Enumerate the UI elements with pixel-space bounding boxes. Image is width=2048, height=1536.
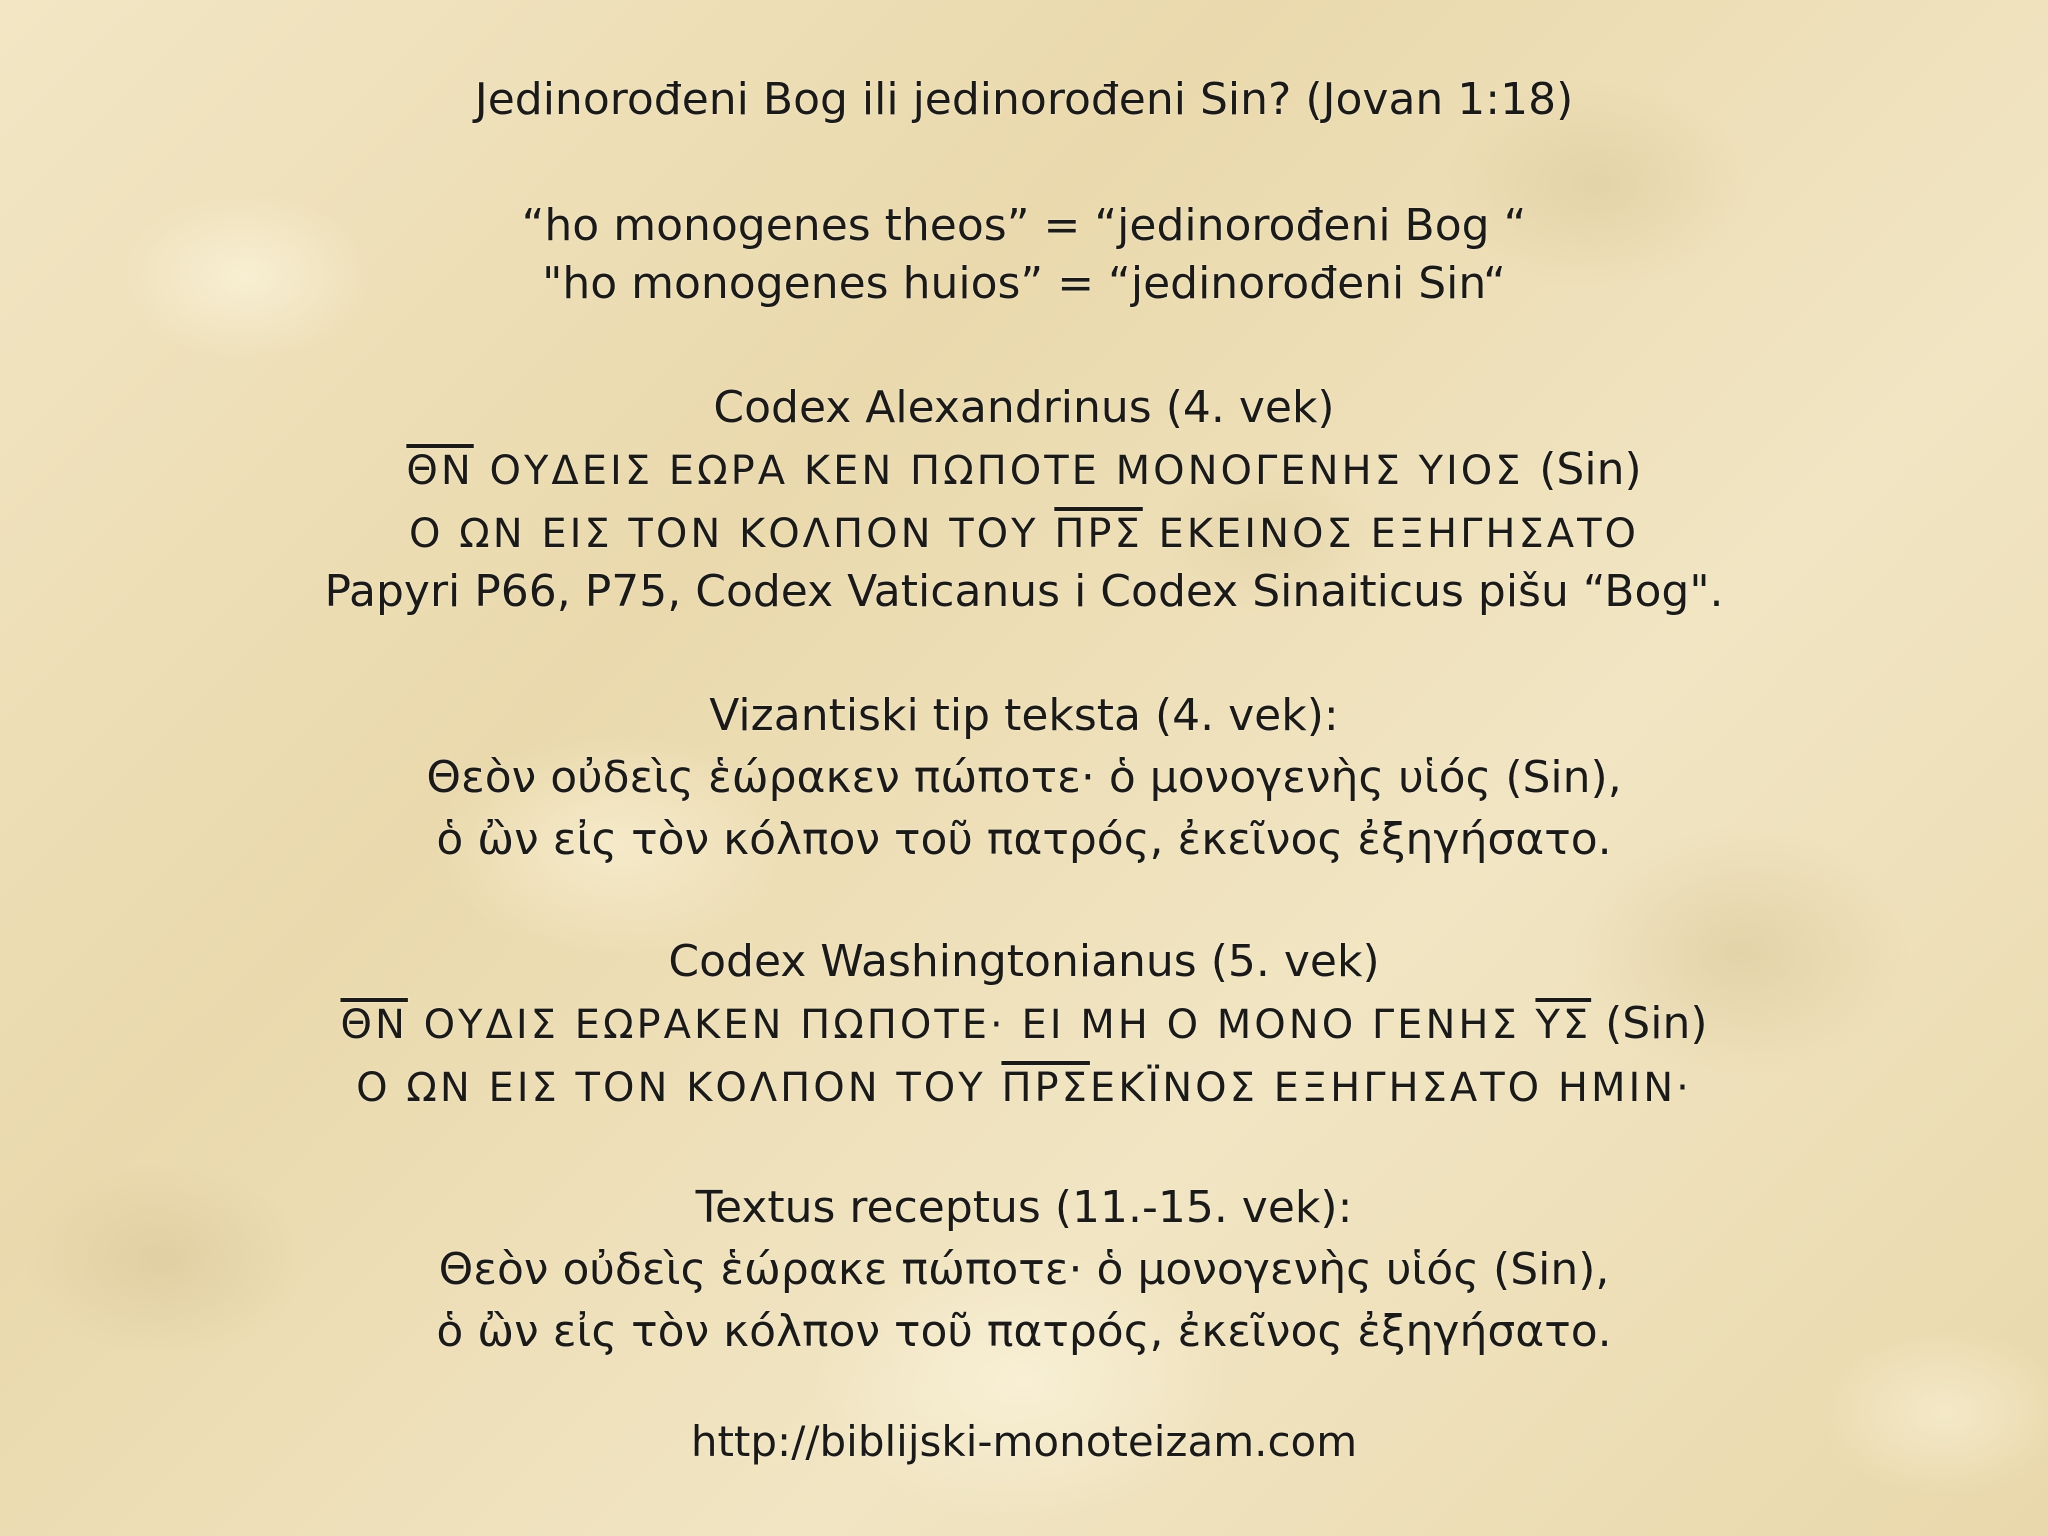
greek-text: ΟΥΔΙΣ ΕΩΡΑΚΕΝ ΠΩΠΟΤΕ· ΕΙ ΜΗ Ο ΜΟΝΟ ΓΕΝΗΣ — [407, 1002, 1536, 1048]
byzantine-heading: Vizantiski tip teksta (4. vek): — [709, 690, 1339, 741]
byzantine-greek-line-2: ὁ ὢν εἰς τὸν κόλπον τοῦ πατρός, ἐκεῖνος ἐξηγήσατο. — [436, 814, 1612, 865]
footer-url-link[interactable]: http://biblijski-monoteizam.com — [690, 1417, 1358, 1466]
nomen-sacrum: $\overline{\Theta N}$ — [340, 1002, 408, 1048]
alexandrinus-heading: Codex Alexandrinus (4. vek) — [713, 382, 1335, 433]
alexandrinus-greek-line-2 — [0, 506, 2048, 562]
washingtonianus-greek-line-2 — [0, 1060, 2048, 1116]
translation-note: (Sin) — [1539, 444, 1642, 495]
washingtonianus-heading: Codex Washingtonianus (5. vek) — [668, 936, 1380, 987]
nomen-sacrum: $\overline{\Pi P\Sigma}$ — [1001, 1065, 1090, 1111]
nomen-sacrum: $\overline{\Theta N}$ — [406, 448, 474, 494]
slide-title: Jedinorođeni Bog ili jedinorođeni Sin? (Jovan 1:18) — [474, 74, 1574, 125]
textus-receptus-heading: Textus receptus (11.-15. vek): — [695, 1182, 1353, 1233]
greek-text: Ο ΩΝ ΕΙΣ ΤΟΝ ΚΟΛΠΟΝ ΤΟΥ — [408, 511, 1055, 557]
textus-receptus-greek-line-1: Θεὸν οὐδεὶς ἑώρακε πώποτε· ὁ μονογενὴς υἱός (Sin), — [438, 1244, 1610, 1295]
definition-huios: "ho monogenes huios” = “jedinorođeni Sin“ — [542, 258, 1506, 309]
translation-note: (Sin) — [1591, 998, 1708, 1049]
nomen-sacrum: $\overline{\Pi P\Sigma}$ — [1054, 511, 1143, 557]
greek-text: Ο ΩΝ ΕΙΣ ΤΟΝ ΚΟΛΠΟΝ ΤΟΥ — [356, 1065, 1002, 1111]
nomen-sacrum: $\overline{\Upsilon\Sigma}$ — [1535, 1002, 1592, 1048]
alexandrinus-greek-line-1 — [0, 442, 2048, 499]
greek-text: ΟΥΔΕΙΣ ΕΩΡΑ ΚΕΝ ΠΩΠΟΤΕ ΜΟΝΟΓΕΝΗΣ ΥΙΟΣ — [473, 448, 1540, 494]
greek-text: ΕΚΪΝΟΣ ΕΞΗΓΗΣΑΤΟ ΗΜΙΝ· — [1089, 1065, 1692, 1111]
greek-text: ΕΚΕΙΝΟΣ ΕΞΗΓΗΣΑΤΟ — [1142, 511, 1640, 557]
textus-receptus-greek-line-2: ὁ ὢν εἰς τὸν κόλπον τοῦ πατρός, ἐκεῖνος ἐξηγήσατο. — [436, 1306, 1612, 1357]
byzantine-greek-line-1: Θεὸν οὐδεὶς ἑώρακεν πώποτε· ὁ μονογενὴς υἱός (Sin), — [426, 752, 1622, 803]
definition-theos: “ho monogenes theos” = “jedinorođeni Bog “ — [521, 200, 1527, 251]
washingtonianus-greek-line-1 — [0, 996, 2048, 1053]
manuscripts-note: Papyri P66, P75, Codex Vaticanus i Codex Sinaiticus pišu “Bog". — [324, 566, 1724, 617]
